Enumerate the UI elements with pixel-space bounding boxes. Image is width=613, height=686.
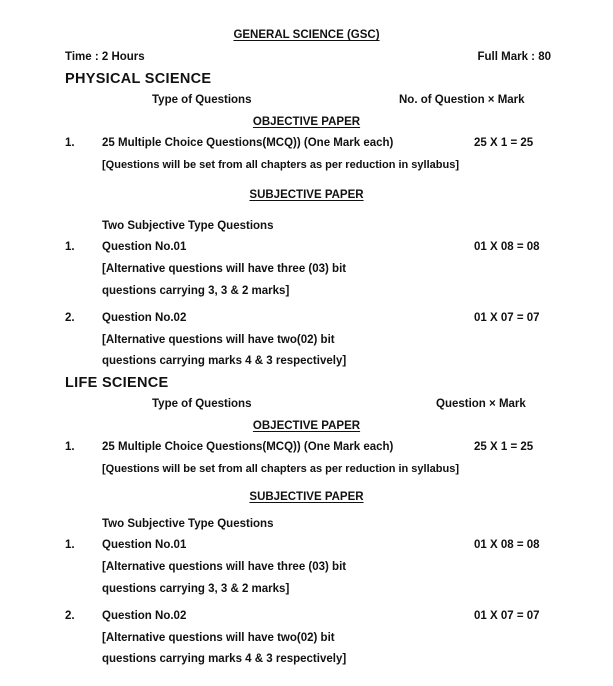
question-note: questions carrying 3, 3 & 2 marks] xyxy=(102,583,290,595)
page-title: GENERAL SCIENCE (GSC) xyxy=(233,29,380,41)
section-heading-physical: PHYSICAL SCIENCE xyxy=(65,71,212,87)
question-note: [Alternative questions will have two(02) bit xyxy=(102,334,335,346)
question-note: questions carrying 3, 3 & 2 marks] xyxy=(102,285,290,297)
column-header-marks: Question × Mark xyxy=(436,398,526,410)
question-label: Question No.02 xyxy=(102,312,187,324)
question-label: Question No.01 xyxy=(102,539,187,551)
question-marks: 01 X 07 = 07 xyxy=(474,312,540,324)
question-note: questions carrying marks 4 & 3 respectively] xyxy=(102,653,347,665)
item-number: 1. xyxy=(65,441,75,453)
question-marks: 01 X 08 = 08 xyxy=(474,241,540,253)
question-label: Question No.02 xyxy=(102,610,187,622)
section-heading-life: LIFE SCIENCE xyxy=(65,375,169,391)
item-number: 2. xyxy=(65,610,75,622)
mcq-note: [Questions will be set from all chapters as per reduction in syllabus] xyxy=(102,463,459,475)
objective-paper-heading: OBJECTIVE PAPER xyxy=(252,420,361,432)
question-marks: 01 X 07 = 07 xyxy=(474,610,540,622)
item-number: 1. xyxy=(65,241,75,253)
mcq-description: 25 Multiple Choice Questions(MCQ)) (One Mark each) xyxy=(102,441,394,453)
mcq-note: [Questions will be set from all chapters as per reduction in syllabus] xyxy=(102,159,459,171)
objective-paper-heading: OBJECTIVE PAPER xyxy=(252,116,361,128)
question-label: Question No.01 xyxy=(102,241,187,253)
subjective-intro: Two Subjective Type Questions xyxy=(102,518,274,530)
mcq-marks: 25 X 1 = 25 xyxy=(474,137,534,149)
item-number: 1. xyxy=(65,137,75,149)
full-mark-label: Full Mark : 80 xyxy=(477,51,551,63)
question-note: questions carrying marks 4 & 3 respectively] xyxy=(102,355,347,367)
column-header-type: Type of Questions xyxy=(152,94,252,106)
item-number: 2. xyxy=(65,312,75,324)
question-note: [Alternative questions will have three (03) bit xyxy=(102,263,347,275)
subjective-paper-heading: SUBJECTIVE PAPER xyxy=(249,189,364,201)
mcq-description: 25 Multiple Choice Questions(MCQ)) (One Mark each) xyxy=(102,137,394,149)
item-number: 1. xyxy=(65,539,75,551)
column-header-marks: No. of Question × Mark xyxy=(399,94,525,106)
question-note: [Alternative questions will have three (03) bit xyxy=(102,561,347,573)
time-label: Time : 2 Hours xyxy=(65,51,145,63)
subjective-paper-heading: SUBJECTIVE PAPER xyxy=(249,491,364,503)
mcq-marks: 25 X 1 = 25 xyxy=(474,441,534,453)
question-marks: 01 X 08 = 08 xyxy=(474,539,540,551)
subjective-intro: Two Subjective Type Questions xyxy=(102,220,274,232)
question-note: [Alternative questions will have two(02) bit xyxy=(102,632,335,644)
column-header-type: Type of Questions xyxy=(152,398,252,410)
